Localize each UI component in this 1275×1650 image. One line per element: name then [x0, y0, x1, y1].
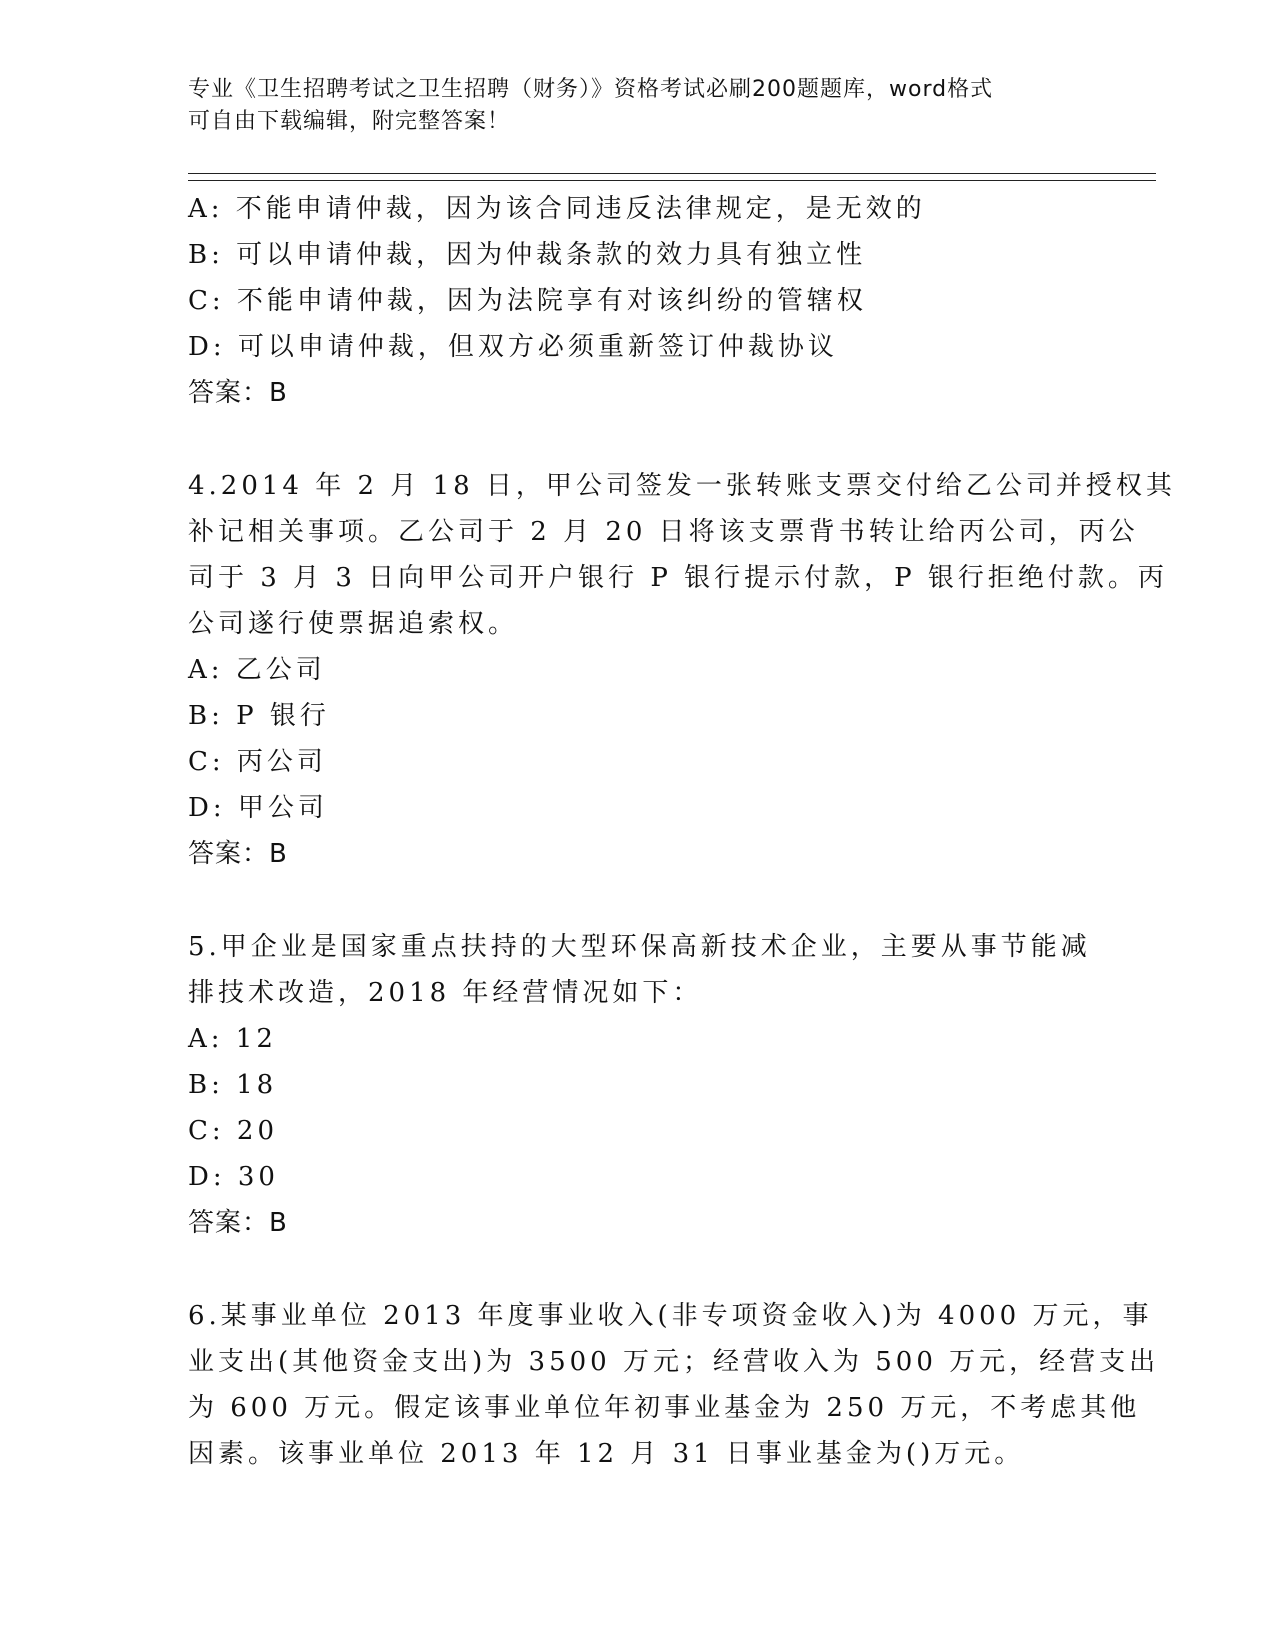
question-stem-line: 6.某事业单位 2013 年度事业收入(非专项资金收入)为 4000 万元，事 [188, 1301, 1153, 1331]
option-a: A: 12 [188, 1024, 277, 1054]
option-b: B: 18 [188, 1070, 278, 1100]
header-title-line-1: 专业《卫生招聘考试之卫生招聘（财务）》资格考试必刷200题题库，word格式 [188, 77, 994, 102]
question-4 [188, 463, 1176, 877]
option-a: A: 乙公司 [188, 655, 326, 685]
question-stem-line: 补记相关事项。乙公司于 2 月 20 日将该支票背书转让给丙公司，丙公 [188, 517, 1139, 547]
question-stem-line: 排技术改造，2018 年经营情况如下： [188, 978, 703, 1008]
header-divider-bottom [188, 180, 1156, 181]
question-stem-line: 公司遂行使票据追索权。 [188, 609, 519, 639]
answer-line: 答案：B [188, 378, 288, 408]
question-spacer [188, 416, 1088, 463]
option-c: C: 20 [188, 1116, 279, 1146]
option-a: A: 不能申请仲裁，因为该合同违反法律规定，是无效的 [188, 194, 926, 224]
answer-line: 答案：B [188, 839, 288, 869]
question-stem-line: 业支出(其他资金支出)为 3500 万元；经营收入为 500 万元，经营支出 [188, 1347, 1160, 1377]
question-stem-line: 司于 3 月 3 日向甲公司开户银行 P 银行提示付款，P 银行拒绝付款。丙 [188, 563, 1168, 593]
answer-line: 答案：B [188, 1208, 288, 1238]
question-stem-line: 4.2014 年 2 月 18 日，甲公司签发一张转账支票交付给乙公司并授权其 [188, 471, 1176, 501]
question-list [188, 186, 1176, 1477]
option-c: C: 丙公司 [188, 747, 327, 777]
question-6 [188, 1293, 1160, 1477]
question-stem-line: 为 600 万元。假定该事业单位年初事业基金为 250 万元，不考虑其他 [188, 1393, 1141, 1423]
question-spacer [188, 1246, 1088, 1293]
document-header [188, 74, 1088, 138]
header-divider-top [188, 173, 1156, 174]
question-5 [188, 924, 1091, 1246]
question-3 [188, 186, 1088, 416]
option-d: D: 30 [188, 1162, 279, 1192]
question-stem-line: 因素。该事业单位 2013 年 12 月 31 日事业基金为()万元。 [188, 1439, 1025, 1469]
question-spacer [188, 877, 1088, 924]
option-d: D: 可以申请仲裁，但双方必须重新签订仲裁协议 [188, 332, 838, 362]
question-stem-line: 5.甲企业是国家重点扶持的大型环保高新技术企业，主要从事节能减 [188, 932, 1091, 962]
option-c: C: 不能申请仲裁，因为法院享有对该纠纷的管辖权 [188, 286, 867, 316]
option-b: B: P 银行 [188, 701, 330, 731]
option-b: B: 可以申请仲裁，因为仲裁条款的效力具有独立性 [188, 240, 867, 270]
option-d: D: 甲公司 [188, 793, 328, 823]
header-title-line-2: 可自由下载编辑，附完整答案！ [188, 109, 511, 134]
